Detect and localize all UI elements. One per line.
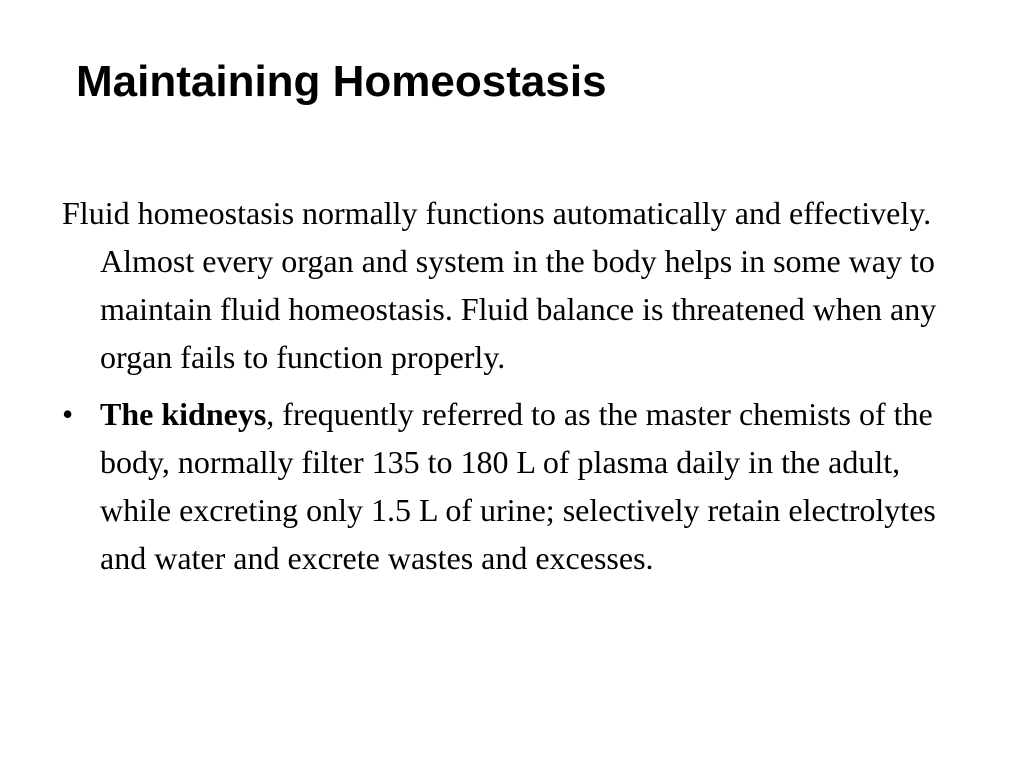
slide-title: Maintaining Homeostasis bbox=[76, 57, 607, 106]
kidneys-description: , frequently referred to as the master chemists of the body, normally filter 135 to 180 L of plasma daily in the adult, while excreting only 1.5 L of urine; selectively retain electrolytes and water and excrete wastes and excesses. bbox=[100, 396, 936, 576]
kidneys-term: The kidneys bbox=[100, 396, 267, 432]
slide-body bbox=[62, 189, 972, 582]
kidneys-bullet-item bbox=[62, 390, 972, 582]
intro-paragraph: Fluid homeostasis normally functions automatically and effectively. Almost every organ and system in the body helps in some way to maintain fluid homeostasis. Fluid balance is threatened when any organ fails to function properly. bbox=[62, 195, 937, 375]
bullet-icon: • bbox=[62, 396, 74, 432]
